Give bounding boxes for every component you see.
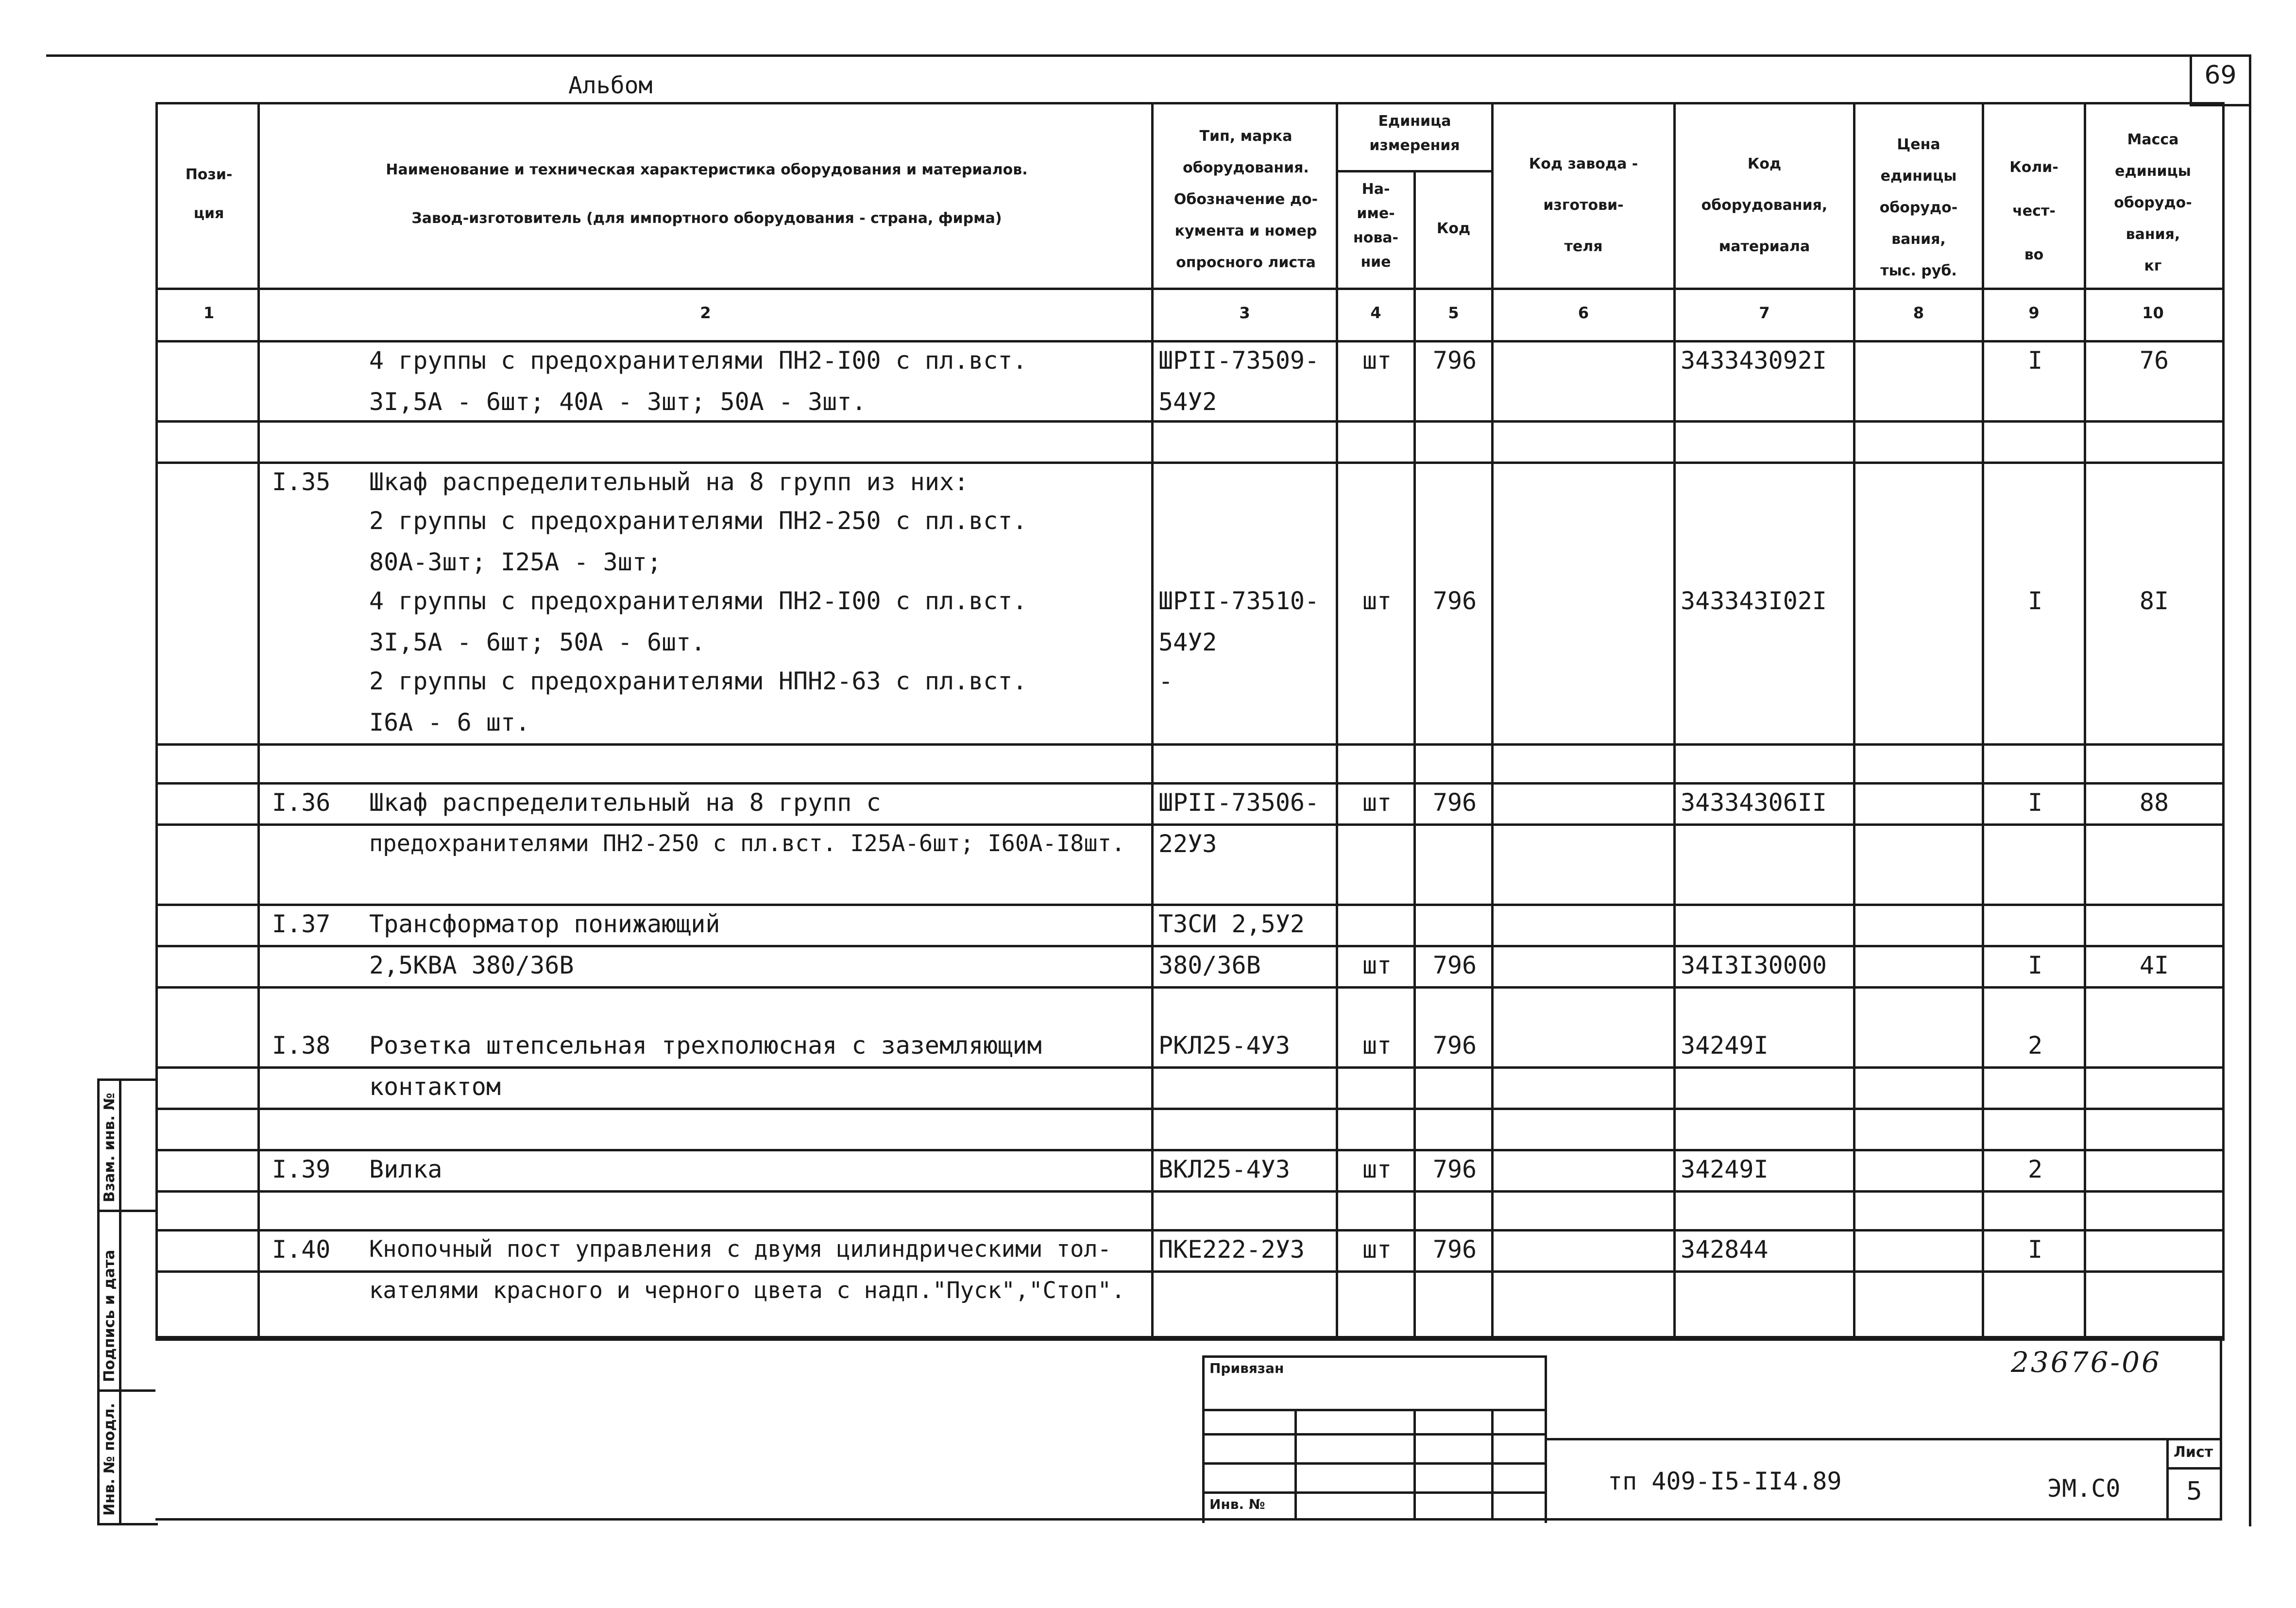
- row-name: 2,5КВА 380/36В: [369, 951, 574, 979]
- row-qty: 2: [2027, 1155, 2043, 1183]
- row-divider: [155, 986, 2222, 989]
- privyazan-vline: [1294, 1409, 1297, 1521]
- row-unit: шт: [1362, 587, 1392, 615]
- row-mass: 4I: [2139, 951, 2169, 979]
- row-name: 2 группы с предохранителями ПН2-250 с пл.вст.: [369, 507, 1027, 535]
- privyazan-label: Привязан: [1209, 1360, 1284, 1376]
- row-code: 796: [1432, 587, 1477, 615]
- row-unit: шт: [1362, 951, 1392, 979]
- row-divider: [155, 823, 2222, 826]
- row-qty: I: [2027, 788, 2043, 817]
- row-code: 796: [1432, 951, 1477, 979]
- col-line: [2084, 102, 2086, 1338]
- page-number: 69: [2204, 61, 2237, 90]
- header-type: Тип, марка оборудования. Обозначение до- кумента и номер опросного листа: [1174, 128, 1318, 271]
- row-qty: I: [2027, 1235, 2043, 1264]
- header-material-code: Код оборудования, материала: [1701, 155, 1828, 255]
- col-line: [1491, 102, 1494, 1338]
- row-position: I.40: [272, 1235, 331, 1264]
- colnum-9: 9: [2028, 304, 2040, 322]
- header-unit: Единица измерения: [1369, 113, 1460, 154]
- row-mass: 88: [2139, 788, 2169, 817]
- side-strip-div: [97, 1389, 155, 1392]
- row-qty: I: [2027, 587, 2043, 615]
- header-unit-name: На- име- нова- ние: [1353, 181, 1399, 271]
- row-code: 796: [1432, 1235, 1477, 1264]
- row-name: 3I,5А - 6шт; 50А - 6шт.: [369, 628, 706, 656]
- row-name: I6А - 6 шт.: [369, 708, 530, 736]
- row-matcode: 34334306II: [1681, 788, 1827, 817]
- row-type: -: [1158, 667, 1174, 695]
- row-type: ШРII-73509-: [1158, 346, 1320, 375]
- row-matcode: 342844: [1681, 1235, 1769, 1264]
- row-type: 54У2: [1158, 628, 1217, 656]
- header-price: Цена единицы оборудо- вания, тыс. руб.: [1879, 136, 1958, 279]
- row-name: 80А-3шт; I25А - 3шт;: [369, 548, 662, 576]
- colnum-4: 4: [1370, 304, 1381, 322]
- row-type: 22У3: [1158, 830, 1217, 858]
- row-name: предохранителями ПН2-250 с пл.вст. I25А-6шт; I60А-I8шт.: [369, 830, 1125, 857]
- row-divider: [155, 1270, 2222, 1273]
- row-name: Шкаф распределительный на 8 групп с: [369, 788, 881, 817]
- row-name: 2 группы с предохранителями НПН2-63 с пл.вст.: [369, 667, 1027, 695]
- colnum-1: 1: [203, 304, 215, 322]
- row-name: Кнопочный пост управления с двумя цилиндрическими тол-: [369, 1236, 1112, 1263]
- colnum-3: 3: [1239, 304, 1250, 322]
- row-matcode: 34I3I30000: [1681, 951, 1827, 979]
- row-divider: [155, 462, 2222, 464]
- row-type: ТЗСИ 2,5У2: [1158, 910, 1305, 938]
- row-divider: [155, 904, 2222, 906]
- col-line: [1413, 170, 1416, 1338]
- privyazan-vline: [1491, 1409, 1494, 1521]
- row-unit: шт: [1362, 1155, 1392, 1183]
- row-position: I.37: [272, 910, 331, 938]
- header-name: Наименование и техническая характеристика оборудования и материалов. Завод-изготовитель (для импортного оборудования - страна, фирма): [386, 161, 1028, 227]
- colnum-divider: [155, 340, 2222, 342]
- row-divider: [155, 1229, 2222, 1232]
- header-position: Пози- ция: [185, 166, 233, 222]
- colnum-6: 6: [1578, 304, 1589, 322]
- row-name: Трансформатор понижающий: [369, 910, 720, 938]
- header-unit-code: Код: [1436, 220, 1471, 237]
- row-unit: шт: [1362, 1235, 1392, 1264]
- row-name: 4 группы с предохранителями ПН2-I00 с пл.вст.: [369, 346, 1027, 375]
- colnum-8: 8: [1913, 304, 1924, 322]
- row-qty: I: [2027, 951, 2043, 979]
- sheet-box-line: [2166, 1467, 2222, 1470]
- row-divider: [155, 1336, 2222, 1338]
- colnum-10: 10: [2142, 304, 2164, 322]
- album-label: Альбом: [568, 72, 653, 99]
- row-qty: 2: [2027, 1031, 2043, 1060]
- privyazan-vline: [1413, 1409, 1416, 1521]
- row-name: 4 группы с предохранителями ПН2-I00 с пл.вст.: [369, 587, 1027, 615]
- row-name: кателями красного и черного цвета с надп."Пуск","Стоп".: [369, 1277, 1125, 1304]
- row-matcode: 343343I02I: [1681, 587, 1827, 615]
- row-type: ПКЕ222-2У3: [1158, 1235, 1305, 1264]
- header-plant-code: Код завода - изготови- теля: [1529, 155, 1638, 255]
- row-divider: [155, 945, 2222, 947]
- inv-no-label: Инв. №: [1209, 1496, 1265, 1512]
- row-name: контактом: [369, 1073, 501, 1101]
- row-type: ШРII-73510-: [1158, 587, 1320, 615]
- row-divider: [155, 1149, 2222, 1151]
- row-divider: [155, 420, 2222, 423]
- colnum-5: 5: [1448, 304, 1459, 322]
- col-line: [1982, 102, 1984, 1338]
- row-code: 796: [1432, 346, 1477, 375]
- side-label-inv: Инв. № подл.: [101, 1403, 118, 1516]
- row-unit: шт: [1362, 788, 1392, 817]
- row-matcode: 34249I: [1681, 1031, 1769, 1060]
- row-position: I.38: [272, 1031, 331, 1060]
- col-line: [1336, 102, 1338, 1338]
- row-matcode: 34249I: [1681, 1155, 1769, 1183]
- row-divider: [155, 1190, 2222, 1193]
- row-matcode: 343343092I: [1681, 346, 1827, 375]
- colnum-2: 2: [700, 304, 711, 322]
- row-mass: 76: [2139, 346, 2169, 375]
- col-line: [1853, 102, 1855, 1338]
- titleblock-bottom: [155, 1518, 2222, 1521]
- side-strip-mid: [119, 1078, 121, 1523]
- col-line: [1151, 102, 1154, 1338]
- row-code: 796: [1432, 1155, 1477, 1183]
- row-position: I.35: [272, 468, 331, 496]
- col-line: [257, 102, 260, 1338]
- doc-code-line: [1545, 1438, 2222, 1440]
- handwritten-number: 23676-06: [2011, 1346, 2161, 1379]
- row-position: I.36: [272, 788, 331, 817]
- colnum-7: 7: [1759, 304, 1770, 322]
- row-name: Шкаф распределительный на 8 групп из них:: [369, 468, 969, 496]
- row-position: I.39: [272, 1155, 331, 1183]
- side-strip-div: [97, 1210, 155, 1212]
- row-divider: [155, 743, 2222, 746]
- row-type: 54У2: [1158, 388, 1217, 416]
- row-qty: I: [2027, 346, 2043, 375]
- row-divider: [155, 1108, 2222, 1110]
- sheet-number: 5: [2186, 1477, 2203, 1506]
- row-divider: [155, 1066, 2222, 1069]
- row-type: ШРII-73506-: [1158, 788, 1320, 817]
- col-line: [1673, 102, 1676, 1338]
- row-mass: 8I: [2139, 587, 2169, 615]
- section-code: ЭМ.С0: [2047, 1474, 2121, 1503]
- header-divider: [155, 288, 2222, 290]
- sheet-label: Лист: [2174, 1444, 2213, 1461]
- row-unit: шт: [1362, 1031, 1392, 1060]
- row-unit: шт: [1362, 346, 1392, 375]
- row-type: ВКЛ25-4У3: [1158, 1155, 1290, 1183]
- row-type: 380/36В: [1158, 951, 1261, 979]
- doc-code: тп 409-I5-II4.89: [1608, 1467, 1842, 1495]
- row-type: РКЛ25-4У3: [1158, 1031, 1290, 1060]
- side-label-vzam: Взам. инв. №: [101, 1093, 118, 1202]
- row-name: 3I,5А - 6шт; 40А - 3шт; 50А - 3шт.: [369, 388, 867, 416]
- row-code: 796: [1432, 788, 1477, 817]
- header-quantity: Коли- чест- во: [2009, 159, 2058, 263]
- row-divider: [155, 782, 2222, 785]
- row-name: Розетка штепсельная трехполюсная с заземляющим: [369, 1031, 1042, 1060]
- row-name: Вилка: [369, 1155, 442, 1183]
- unit-subheader-line: [1336, 170, 1491, 172]
- row-code: 796: [1432, 1031, 1477, 1060]
- side-label-podpis: Подпись и дата: [101, 1249, 118, 1382]
- header-mass: Масса единицы оборудо- вания, кг: [2114, 131, 2192, 274]
